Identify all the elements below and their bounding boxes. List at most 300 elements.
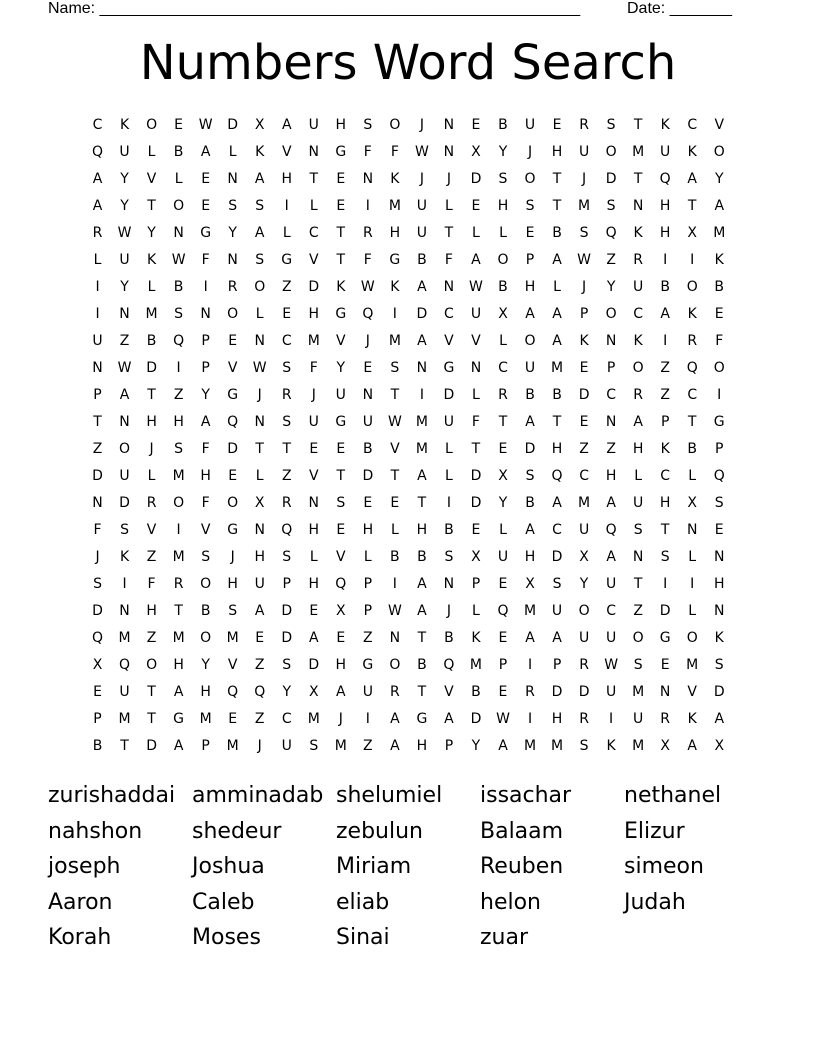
grid-letter: K xyxy=(714,252,724,268)
grid-letter: C xyxy=(444,306,454,322)
grid-letter: B xyxy=(390,549,400,565)
grid-letter: A xyxy=(687,738,697,754)
grid-letter: U xyxy=(578,144,590,160)
grid-letter: I xyxy=(122,576,127,592)
grid-letter: S xyxy=(363,117,373,133)
grid-letter: X xyxy=(92,657,103,673)
grid-letter: U xyxy=(254,576,265,592)
word-list-item: eliab xyxy=(336,889,390,915)
grid-letter: T xyxy=(552,171,562,187)
grid-letter: C xyxy=(308,225,319,241)
word-list-item: Miriam xyxy=(336,854,412,879)
grid-letter: J xyxy=(582,171,587,187)
word-list-item: shedeur xyxy=(192,818,282,844)
grid-letter: E xyxy=(579,414,589,430)
grid-letter: Q xyxy=(659,171,671,187)
grid-letter: H xyxy=(524,549,536,565)
grid-letter: E xyxy=(498,630,508,646)
grid-letter: H xyxy=(146,414,157,430)
grid-letter: N xyxy=(119,306,130,322)
grid-letter: W xyxy=(360,279,375,295)
grid-letter: Y xyxy=(282,684,292,700)
grid-letter: O xyxy=(632,630,644,646)
grid-letter: E xyxy=(390,495,400,511)
grid-letter: Z xyxy=(119,333,130,349)
grid-letter: B xyxy=(417,657,427,673)
grid-letter: U xyxy=(308,117,319,133)
grid-letter: A xyxy=(552,630,562,646)
grid-letter: F xyxy=(201,252,210,268)
grid-letter: M xyxy=(632,144,645,160)
grid-letter: N xyxy=(605,414,617,430)
grid-letter: I xyxy=(95,306,100,322)
grid-letter: L xyxy=(174,171,183,187)
grid-letter: H xyxy=(308,576,320,592)
grid-letter: R xyxy=(633,387,643,403)
grid-letter: G xyxy=(389,252,401,268)
grid-letter: H xyxy=(335,117,347,133)
grid-letter: G xyxy=(362,657,374,673)
grid-letter: S xyxy=(228,603,238,619)
grid-letter: U xyxy=(633,495,644,511)
grid-letter: S xyxy=(525,468,535,484)
grid-letter: T xyxy=(417,630,427,646)
grid-letter: N xyxy=(308,144,319,160)
grid-letter: H xyxy=(605,468,617,484)
grid-letter: Y xyxy=(471,738,481,754)
grid-letter: D xyxy=(281,603,293,619)
grid-letter: H xyxy=(146,603,157,619)
grid-letter: V xyxy=(227,657,238,673)
grid-letter: A xyxy=(308,630,319,646)
grid-letter: T xyxy=(174,603,183,619)
grid-letter: L xyxy=(472,225,480,241)
grid-letter: O xyxy=(605,306,617,322)
grid-letter: W xyxy=(414,144,429,160)
grid-letter: A xyxy=(687,171,697,187)
grid-letter: W xyxy=(387,603,402,619)
grid-letter: A xyxy=(390,711,400,727)
grid-letter: M xyxy=(415,414,428,430)
grid-letter: V xyxy=(714,117,725,133)
grid-letter: Z xyxy=(146,630,157,646)
grid-letter: B xyxy=(173,279,184,295)
grid-letter: E xyxy=(552,117,562,133)
grid-letter: L xyxy=(472,387,480,403)
grid-letter: R xyxy=(92,225,103,241)
grid-letter: U xyxy=(416,198,428,214)
grid-letter: N xyxy=(443,117,455,133)
grid-letter: O xyxy=(200,630,212,646)
grid-letter: S xyxy=(282,414,292,430)
grid-letter: X xyxy=(498,306,508,322)
grid-letter: N xyxy=(713,549,725,565)
word-list-item: zurishaddai xyxy=(48,783,176,808)
grid-letter: N xyxy=(92,495,103,511)
grid-letter: B xyxy=(498,279,508,295)
grid-letter: Q xyxy=(281,522,293,538)
grid-letter: E xyxy=(309,603,319,619)
grid-letter: A xyxy=(606,549,616,565)
grid-letter: Y xyxy=(147,225,156,241)
grid-letter: E xyxy=(498,576,508,592)
grid-letter: E xyxy=(201,198,211,214)
grid-letter: S xyxy=(606,198,616,214)
grid-letter: X xyxy=(579,549,589,565)
grid-letter: T xyxy=(417,495,427,511)
grid-letter: F xyxy=(93,522,102,538)
grid-letter: J xyxy=(230,549,235,565)
grid-letter: A xyxy=(660,306,670,322)
grid-letter: F xyxy=(471,414,480,430)
grid-letter: M xyxy=(334,738,347,754)
grid-letter: L xyxy=(445,468,453,484)
grid-letter: I xyxy=(392,576,397,592)
grid-letter: V xyxy=(336,549,346,565)
grid-letter: X xyxy=(308,684,319,700)
word-list-item: Balaam xyxy=(480,818,564,844)
word-list-item: simeon xyxy=(624,854,704,879)
grid-letter: H xyxy=(254,549,265,565)
grid-letter: F xyxy=(363,144,372,160)
grid-letter: M xyxy=(307,333,320,349)
grid-letter: I xyxy=(609,711,614,727)
grid-letter: E xyxy=(336,198,346,214)
grid-letter: D xyxy=(470,468,482,484)
grid-letter: P xyxy=(201,333,210,349)
grid-letter: G xyxy=(335,414,347,430)
grid-letter: Q xyxy=(713,468,725,484)
grid-letter: G xyxy=(659,630,671,646)
grid-letter: A xyxy=(552,252,562,268)
grid-letter: N xyxy=(605,333,617,349)
grid-letter: Y xyxy=(120,198,129,214)
grid-letter: V xyxy=(146,171,157,187)
grid-letter: W xyxy=(387,414,402,430)
grid-letter: B xyxy=(173,144,184,160)
grid-letter: E xyxy=(228,333,238,349)
grid-letter: M xyxy=(551,738,564,754)
grid-letter: I xyxy=(365,198,370,214)
grid-letter: O xyxy=(146,117,158,133)
grid-letter: C xyxy=(552,522,562,538)
grid-letter: H xyxy=(659,198,671,214)
grid-letter: N xyxy=(254,414,265,430)
grid-letter: N xyxy=(362,387,374,403)
grid-letter: I xyxy=(690,252,695,268)
grid-letter: Y xyxy=(336,360,346,376)
grid-letter: L xyxy=(93,252,102,268)
grid-letter: T xyxy=(336,225,346,241)
grid-letter: A xyxy=(254,225,265,241)
grid-letter: A xyxy=(633,414,643,430)
grid-letter: C xyxy=(633,306,644,322)
grid-letter: S xyxy=(93,576,102,592)
grid-letter: F xyxy=(363,252,372,268)
grid-letter: Y xyxy=(201,387,210,403)
grid-letter: O xyxy=(497,252,509,268)
grid-letter: L xyxy=(147,279,156,295)
grid-letter: B xyxy=(417,549,427,565)
grid-letter: N xyxy=(173,225,184,241)
grid-letter: M xyxy=(523,603,537,619)
grid-letter: O xyxy=(389,117,401,133)
grid-letter: M xyxy=(145,306,158,322)
grid-letter: E xyxy=(336,630,346,646)
grid-letter: P xyxy=(444,738,454,754)
grid-letter: Q xyxy=(227,684,239,700)
grid-letter: D xyxy=(227,117,239,133)
grid-letter: T xyxy=(93,414,102,430)
grid-letter: D xyxy=(551,549,563,565)
grid-letter: G xyxy=(416,711,428,727)
grid-letter: E xyxy=(228,468,238,484)
grid-letter: A xyxy=(498,738,508,754)
word-list-item: helon xyxy=(480,889,541,915)
page-title: Numbers Word Search xyxy=(139,35,677,91)
grid-letter: T xyxy=(282,441,292,457)
grid-letter: E xyxy=(471,117,481,133)
grid-letter: O xyxy=(200,576,212,592)
grid-letter: H xyxy=(227,576,238,592)
grid-letter: B xyxy=(417,252,427,268)
grid-letter: I xyxy=(446,495,451,511)
grid-letter: K xyxy=(255,144,265,160)
grid-letter: X xyxy=(714,738,725,754)
grid-letter: S xyxy=(174,441,184,457)
grid-letter: S xyxy=(579,738,589,754)
grid-letter: L xyxy=(634,468,643,484)
grid-letter: J xyxy=(338,711,343,727)
grid-letter: V xyxy=(471,333,481,349)
grid-letter: A xyxy=(714,198,725,214)
grid-letter: J xyxy=(257,738,262,754)
grid-letter: I xyxy=(203,279,208,295)
grid-letter: Q xyxy=(254,684,266,700)
grid-letter: I xyxy=(392,306,397,322)
grid-letter: O xyxy=(524,333,536,349)
grid-letter: E xyxy=(471,522,481,538)
grid-letter: Z xyxy=(606,252,616,268)
grid-letter: H xyxy=(362,522,374,538)
grid-letter: E xyxy=(336,522,346,538)
grid-letter: D xyxy=(416,306,428,322)
grid-letter: N xyxy=(686,522,698,538)
grid-letter: U xyxy=(524,117,536,133)
grid-letter: A xyxy=(92,171,103,187)
grid-letter: U xyxy=(470,306,482,322)
grid-letter: V xyxy=(281,144,292,160)
grid-letter: U xyxy=(497,549,509,565)
grid-letter: J xyxy=(582,279,587,295)
grid-letter: T xyxy=(120,738,129,754)
grid-letter: U xyxy=(119,252,130,268)
grid-letter: G xyxy=(443,360,455,376)
word-list-item: nahshon xyxy=(48,818,143,844)
grid-letter: P xyxy=(498,657,508,673)
word-list-item: Judah xyxy=(624,889,686,915)
grid-letter: U xyxy=(416,225,428,241)
grid-letter: X xyxy=(254,495,265,511)
grid-letter: K xyxy=(471,630,481,646)
grid-letter: X xyxy=(498,468,508,484)
grid-letter: F xyxy=(444,252,453,268)
grid-letter: A xyxy=(200,144,211,160)
grid-letter: D xyxy=(578,387,590,403)
grid-letter: N xyxy=(308,495,319,511)
grid-letter: U xyxy=(308,414,319,430)
grid-letter: L xyxy=(688,468,697,484)
grid-letter: R xyxy=(281,387,292,403)
grid-letter: D xyxy=(470,495,482,511)
grid-letter: R xyxy=(579,657,589,673)
grid-letter: R xyxy=(362,225,373,241)
grid-letter: Q xyxy=(605,522,617,538)
grid-letter: W xyxy=(198,117,213,133)
grid-letter: U xyxy=(443,414,455,430)
grid-letter: A xyxy=(390,738,400,754)
grid-letter: A xyxy=(417,603,427,619)
grid-letter: D xyxy=(92,603,103,619)
grid-letter: P xyxy=(201,738,210,754)
grid-letter: P xyxy=(93,387,102,403)
grid-letter: A xyxy=(173,738,184,754)
grid-letter: J xyxy=(365,333,370,349)
grid-letter: N xyxy=(362,171,374,187)
grid-letter: O xyxy=(605,144,617,160)
grid-letter: Z xyxy=(579,441,589,457)
grid-letter: H xyxy=(524,279,536,295)
grid-letter: D xyxy=(713,684,725,700)
grid-letter: K xyxy=(146,252,157,268)
grid-letter: J xyxy=(446,603,451,619)
grid-letter: W xyxy=(469,279,483,295)
grid-letter: D xyxy=(227,441,239,457)
word-list-item: Joshua xyxy=(192,854,265,879)
grid-letter: E xyxy=(714,522,724,538)
grid-letter: K xyxy=(119,549,130,565)
grid-letter: A xyxy=(525,630,535,646)
grid-letter: R xyxy=(173,576,184,592)
grid-letter: D xyxy=(551,684,563,700)
grid-letter: N xyxy=(443,144,455,160)
grid-letter: A xyxy=(606,495,616,511)
grid-letter: L xyxy=(147,468,156,484)
grid-letter: U xyxy=(605,630,617,646)
grid-letter: E xyxy=(363,360,373,376)
grid-letter: B xyxy=(200,603,211,619)
grid-letter: J xyxy=(446,171,451,187)
grid-letter: M xyxy=(686,657,699,673)
word-list-item: amminadab xyxy=(192,783,324,808)
grid-letter: A xyxy=(525,306,535,322)
grid-letter: S xyxy=(552,576,562,592)
grid-letter: I xyxy=(95,279,100,295)
grid-letter: S xyxy=(714,657,724,673)
word-list-item: shelumiel xyxy=(336,783,443,808)
grid-letter: B xyxy=(92,738,103,754)
grid-letter: B xyxy=(660,279,670,295)
grid-letter: N xyxy=(389,630,401,646)
grid-letter: A xyxy=(417,468,427,484)
grid-letter: O xyxy=(227,495,239,511)
grid-letter: V xyxy=(200,522,211,538)
grid-letter: V xyxy=(687,684,697,700)
grid-letter: R xyxy=(633,252,643,268)
grid-letter: A xyxy=(417,333,427,349)
grid-letter: T xyxy=(147,711,156,727)
grid-letter: O xyxy=(686,279,698,295)
grid-letter: D xyxy=(470,171,482,187)
grid-letter: I xyxy=(365,711,370,727)
grid-letter: A xyxy=(173,684,184,700)
grid-letter: I xyxy=(527,711,533,727)
grid-letter: N xyxy=(632,198,644,214)
grid-letter: R xyxy=(660,711,671,727)
worksheet-header xyxy=(48,0,748,20)
grid-letter: L xyxy=(255,468,264,484)
grid-letter: S xyxy=(660,549,670,565)
grid-letter: P xyxy=(552,657,562,673)
grid-letter: A xyxy=(92,198,103,214)
word-list-item: Moses xyxy=(192,925,261,950)
grid-letter: O xyxy=(173,495,185,511)
grid-letter: P xyxy=(471,576,481,592)
grid-letter: Z xyxy=(173,387,184,403)
grid-letter: D xyxy=(443,387,455,403)
name-line: Name: ______________________________________________________ xyxy=(48,0,581,17)
grid-letter: R xyxy=(281,495,292,511)
grid-letter: K xyxy=(606,738,616,754)
grid-letter: L xyxy=(499,522,507,538)
grid-letter: I xyxy=(527,657,533,673)
grid-letter: P xyxy=(93,711,102,727)
grid-letter: X xyxy=(525,576,535,592)
grid-letter: G xyxy=(173,711,185,727)
grid-letter: H xyxy=(200,468,211,484)
grid-letter: H xyxy=(200,684,211,700)
grid-letter: T xyxy=(390,468,400,484)
grid-letter: Z xyxy=(363,630,373,646)
grid-letter: M xyxy=(226,738,239,754)
grid-letter: Q xyxy=(443,657,455,673)
grid-letter: C xyxy=(281,333,292,349)
grid-letter: A xyxy=(417,279,427,295)
grid-letter: K xyxy=(579,333,589,349)
grid-letter: K xyxy=(119,117,130,133)
grid-letter: V xyxy=(336,333,346,349)
grid-letter: B xyxy=(714,279,725,295)
grid-letter: Z xyxy=(254,711,265,727)
grid-letter: E xyxy=(525,225,535,241)
grid-letter: M xyxy=(388,198,401,214)
grid-letter: R xyxy=(498,387,508,403)
grid-letter: U xyxy=(119,144,130,160)
grid-letter: O xyxy=(713,144,725,160)
grid-letter: S xyxy=(390,360,400,376)
grid-letter: Z xyxy=(660,360,670,376)
grid-letter: T xyxy=(552,198,562,214)
grid-letter: L xyxy=(228,144,237,160)
word-list-item: Elizur xyxy=(624,818,685,844)
grid-letter: S xyxy=(282,657,292,673)
grid-letter: P xyxy=(715,441,724,457)
grid-letter: V xyxy=(390,441,400,457)
grid-letter: L xyxy=(309,549,318,565)
grid-letter: N xyxy=(254,333,265,349)
grid-letter: G xyxy=(281,252,293,268)
grid-letter: U xyxy=(335,387,346,403)
